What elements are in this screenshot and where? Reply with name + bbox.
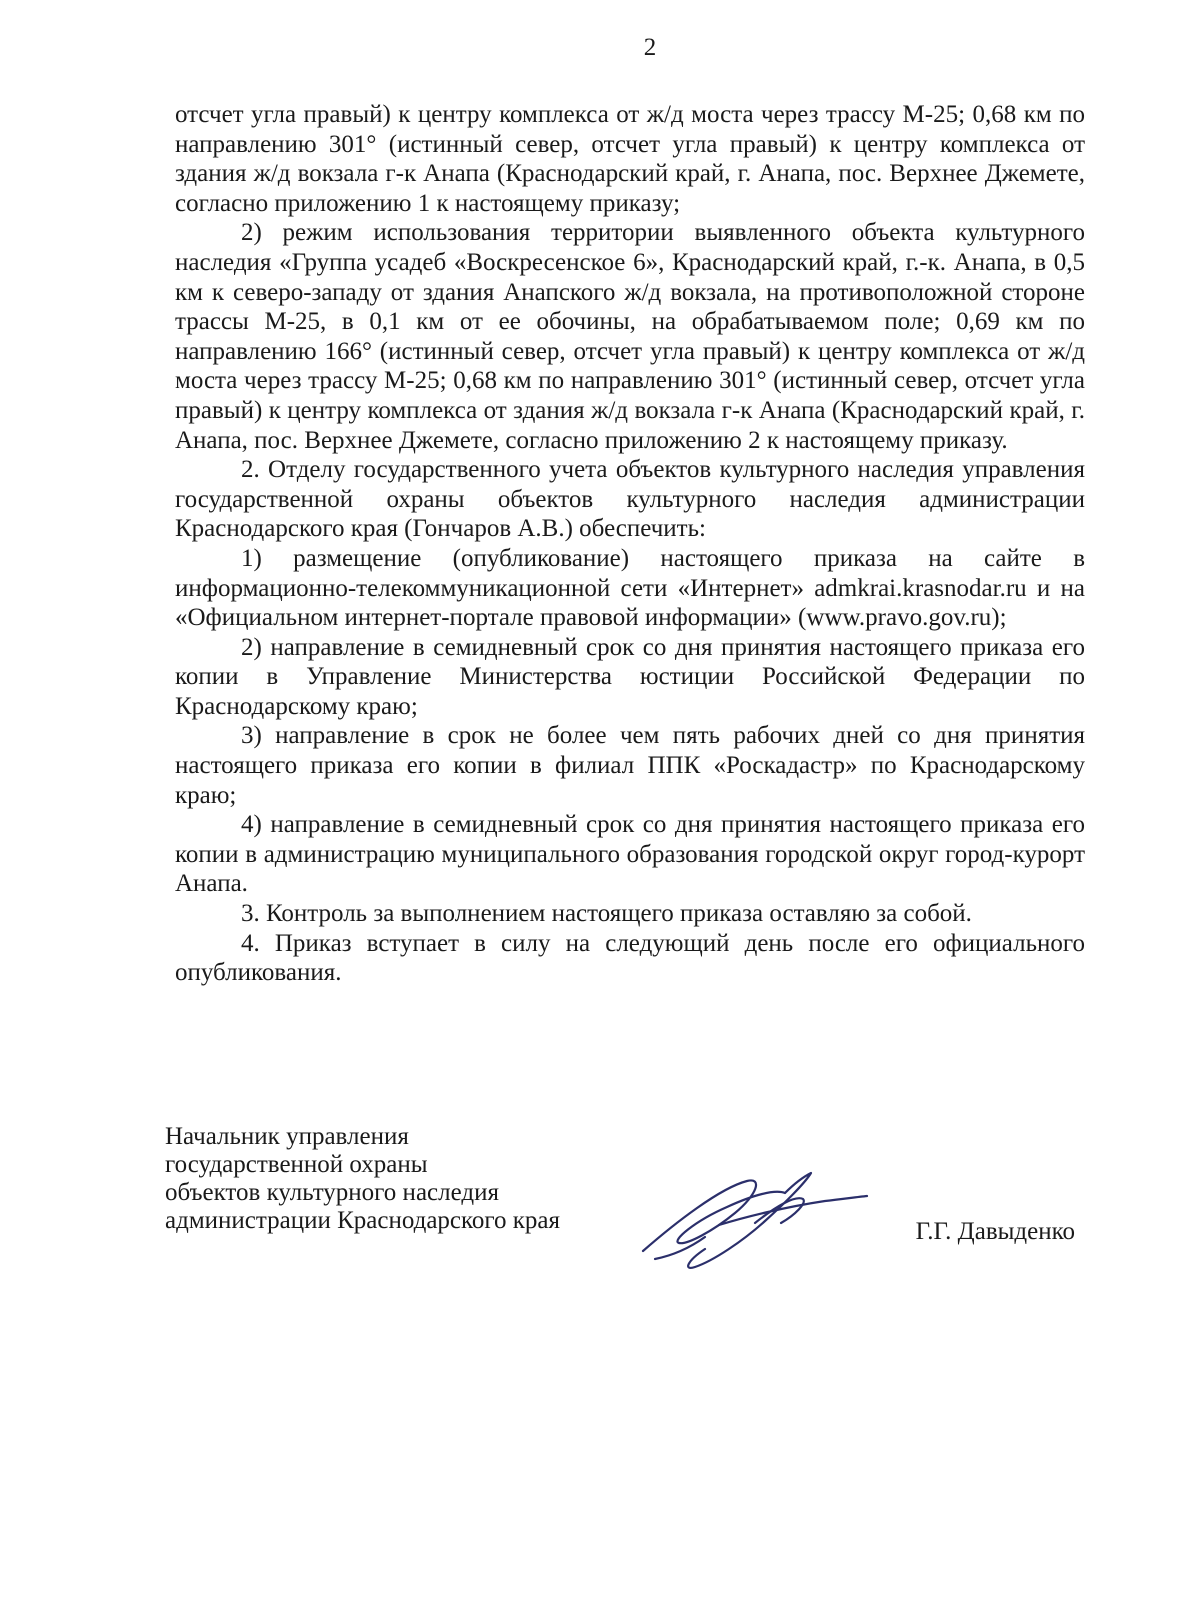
signatory-title bbox=[165, 1123, 645, 1235]
paragraph-continuation: отсчет угла правый) к центру комплекса от ж/д моста через трассу М-25; 0,68 км по направлению 301° (истинный север, отсчет угла правый) к центру комплекса от здания ж/д вокзала г-к Анапа (Краснодарский край, г. Анапа, пос. Верхнее Джемете, согласно приложению 1 к настоящему приказу; bbox=[175, 101, 1085, 217]
paragraph-item-1-publication: 1) размещение (опубликование) настоящего приказа на сайте в информационно-телекоммуникационной сети «Интернет» admkrai.krasnodar.ru и на «Официальном интернет-портале правовой информации» (www.pravo.gov.ru); bbox=[175, 544, 1085, 632]
paragraph-item-3-roskadastr: 3) направление в срок не более чем пять рабочих дней со дня принятия настоящего приказа его копии в филиал ППК «Роскадастр» по Краснодарскому краю; bbox=[175, 722, 1085, 809]
paragraph-item-2-ministry: 2) направление в семидневный срок со дня принятия настоящего приказа его копии в Управление Министерства юстиции Российской Федерации по Краснодарскому краю; bbox=[175, 633, 1085, 720]
document-body bbox=[175, 100, 1085, 988]
signature-block bbox=[165, 1123, 1105, 1273]
paragraph-item-2-regime: 2) режим использования территории выявленного объекта культурного наследия «Группа усадеб «Воскресенское 6», Краснодарский край, г.-к. Анапа, в 0,5 км к северо-западу от здания Анапского ж/д вокзала, на противоположной стороне трассы М-25, в 0,1 км от ее обочины, на обрабатываемом поле; 0,69 км по направлению 166° (истинный север, отсчет угла правый) к центру комплекса от ж/д моста через трассу М-25; 0,68 км по направлению 301° (истинный север, отсчет угла правый) к центру комплекса от здания ж/д вокзала г-к Анапа (Краснодарский край, г. Анапа, пос. Верхнее Джемете, согласно приложению 2 к настоящему приказу. bbox=[175, 219, 1085, 454]
paragraph-section-3: 3. Контроль за выполнением настоящего приказа оставляю за собой. bbox=[241, 900, 972, 928]
paragraph-section-2: 2. Отделу государственного учета объектов культурного наследия управления государственной охраны объектов культурного наследия администрации Краснодарского края (Гончаров А.В.) обеспечить: bbox=[175, 456, 1085, 543]
signatory-title-line: администрации Краснодарского края bbox=[165, 1207, 561, 1234]
paragraph-section-4: 4. Приказ вступает в силу на следующий день после его официального опубликования. bbox=[175, 929, 1085, 987]
handwritten-signature bbox=[635, 1163, 875, 1275]
paragraph-item-4-administration: 4) направление в семидневный срок со дня принятия настоящего приказа его копии в администрацию муниципального образования городской округ город-курорт Анапа. bbox=[175, 811, 1085, 898]
signatory-title-line: объектов культурного наследия bbox=[165, 1179, 499, 1206]
page-number: 2 bbox=[643, 34, 657, 61]
signatory-title-line: государственной охраны bbox=[165, 1151, 428, 1178]
signatory-name: Г.Г. Давыденко bbox=[915, 1218, 1075, 1245]
signatory-title-line: Начальник управления bbox=[165, 1123, 409, 1150]
